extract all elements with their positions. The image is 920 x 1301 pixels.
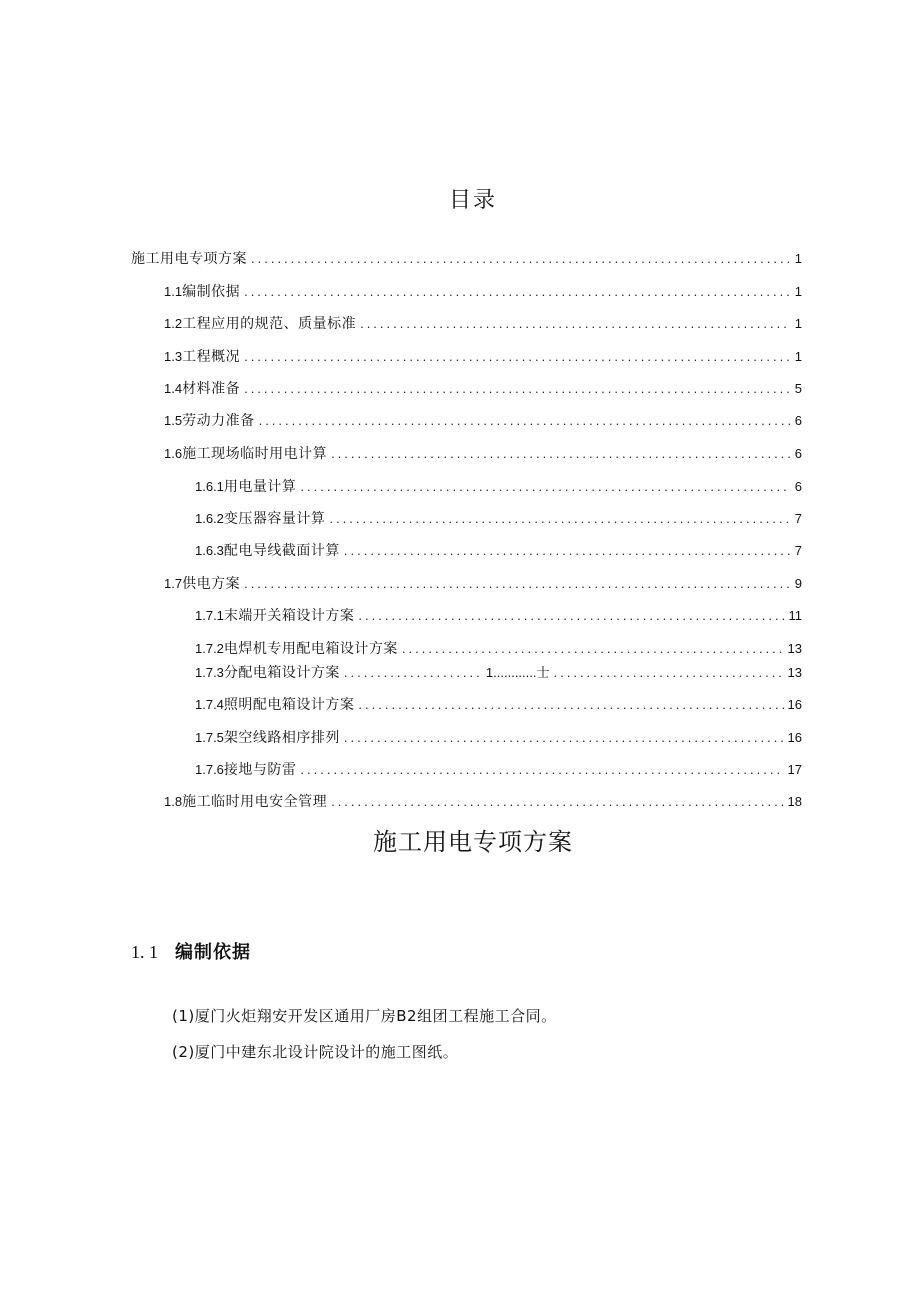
toc-entry-label: 用电量计算 bbox=[223, 479, 297, 495]
toc-entry-page: 16 bbox=[787, 697, 802, 712]
document-title: 施工用电专项方案 bbox=[373, 828, 573, 856]
toc-entry[interactable] bbox=[164, 411, 802, 431]
toc-entry[interactable] bbox=[164, 282, 802, 302]
toc-entry-number: 1.2 bbox=[164, 316, 183, 331]
toc-entry-label: 分配电箱设计方案 bbox=[223, 665, 340, 681]
toc-entry-label: 工程概况 bbox=[182, 349, 241, 365]
toc-entry-number: 1.6.1 bbox=[195, 479, 224, 494]
toc-entry-number: 1.7.4 bbox=[195, 697, 224, 712]
toc-leader bbox=[358, 695, 783, 715]
toc-leader bbox=[244, 379, 791, 399]
toc-entry-label: 编制依据 bbox=[182, 284, 241, 300]
toc-entry-page: 7 bbox=[794, 511, 802, 526]
toc-entry-label: 供电方案 bbox=[182, 576, 241, 592]
toc-leader bbox=[331, 792, 783, 812]
toc-entry[interactable] bbox=[195, 541, 802, 561]
toc-entry-number: 1.5 bbox=[164, 413, 183, 428]
toc-entry[interactable] bbox=[164, 792, 802, 812]
paragraph: (2)厦门中建东北设计院设计的施工图纸。 bbox=[172, 1043, 459, 1061]
toc-leader bbox=[259, 411, 791, 431]
toc-leader bbox=[244, 282, 791, 302]
toc-entry-label: 材料准备 bbox=[182, 381, 241, 397]
toc-leader bbox=[251, 249, 791, 269]
toc-leader bbox=[360, 314, 791, 334]
toc-entry-page: 18 bbox=[787, 794, 802, 809]
toc-entry-page: 6 bbox=[794, 479, 802, 494]
toc-entry-number: 1.6.3 bbox=[195, 543, 224, 558]
toc-entry-page: 1 bbox=[794, 284, 802, 299]
toc-leader bbox=[300, 760, 783, 780]
toc-entry-page: 1 bbox=[794, 349, 802, 364]
toc-leader bbox=[244, 574, 791, 594]
toc-entry-page: 1 bbox=[794, 251, 802, 266]
toc-entry-page: 5 bbox=[794, 381, 802, 396]
toc-entry[interactable] bbox=[164, 444, 802, 464]
toc-entry-label: 劳动力准备 bbox=[182, 413, 255, 429]
paragraph: (1)厦门火炬翔安开发区通用厂房B2组团工程施工合同。 bbox=[172, 1007, 557, 1025]
toc-entry[interactable] bbox=[195, 760, 802, 780]
toc-entry-number: 1.7.1 bbox=[195, 608, 224, 623]
toc-entry-page: 1 bbox=[794, 316, 802, 331]
toc-entry-page: 13 bbox=[787, 665, 802, 680]
toc-entry-page: 17 bbox=[787, 762, 802, 777]
toc-entry-label: 电焊机专用配电箱设计方案 bbox=[223, 641, 398, 657]
toc-entry-label: 配电导线截面计算 bbox=[223, 543, 340, 559]
toc-entry[interactable] bbox=[195, 728, 802, 748]
toc-entry-number: 1.7.6 bbox=[195, 762, 224, 777]
section-heading bbox=[131, 938, 251, 964]
toc-leader bbox=[554, 663, 784, 683]
toc-entry[interactable] bbox=[195, 477, 802, 497]
toc-entry[interactable] bbox=[164, 314, 802, 334]
toc-leader bbox=[329, 509, 790, 529]
toc-entry[interactable] bbox=[195, 639, 802, 659]
toc-entry-label: 照明配电箱设计方案 bbox=[223, 697, 355, 713]
toc-leader bbox=[402, 639, 784, 659]
toc-title: 目录 bbox=[448, 188, 497, 213]
toc-entry-number: 1.7.3 bbox=[195, 665, 224, 680]
toc-entry[interactable] bbox=[164, 379, 802, 399]
toc-entry-label: 变压器容量计算 bbox=[223, 511, 326, 527]
toc-entry-label: 施工用电专项方案 bbox=[131, 251, 247, 267]
toc-leader bbox=[344, 541, 791, 561]
toc-entry-number: 1.8 bbox=[164, 794, 183, 809]
toc-entry[interactable] bbox=[195, 606, 802, 626]
toc-entry-page: 6 bbox=[794, 446, 802, 461]
toc-entry[interactable] bbox=[195, 695, 802, 715]
toc-entry-number: 1.6 bbox=[164, 446, 183, 461]
section-label: 编制依据 bbox=[175, 942, 251, 963]
toc-entry-page: 13 bbox=[787, 641, 802, 656]
toc-entry-page: 11 bbox=[788, 608, 802, 623]
toc-leader bbox=[358, 606, 784, 626]
toc-leader bbox=[331, 444, 791, 464]
toc-entry-number: 1.4 bbox=[164, 381, 183, 396]
toc-leader bbox=[300, 477, 790, 497]
toc-entry-label: 接地与防雷 bbox=[223, 762, 297, 778]
toc-entry[interactable] bbox=[164, 574, 802, 594]
toc-entry-number: 1.7 bbox=[164, 576, 183, 591]
toc-entry[interactable] bbox=[164, 347, 802, 367]
toc-entry-page: 7 bbox=[794, 543, 802, 558]
toc-leader bbox=[344, 728, 784, 748]
toc-entry-page: 6 bbox=[794, 413, 802, 428]
toc-entry-stray-text: 1............士 bbox=[485, 665, 550, 680]
toc-entry-label: 施工临时用电安全管理 bbox=[182, 794, 328, 810]
section-number: 1. 1 bbox=[131, 942, 158, 962]
toc-entry-label: 架空线路相序排列 bbox=[223, 730, 340, 746]
toc-entry-number: 1.7.5 bbox=[195, 730, 224, 745]
toc-entry[interactable] bbox=[195, 509, 802, 529]
toc-leader bbox=[344, 663, 482, 683]
toc-entry[interactable] bbox=[131, 249, 802, 269]
toc-entry-label: 末端开关箱设计方案 bbox=[223, 608, 355, 624]
toc-leader bbox=[244, 347, 791, 367]
toc-entry[interactable] bbox=[195, 663, 802, 683]
toc-entry-page: 16 bbox=[787, 730, 802, 745]
toc-entry-number: 1.1 bbox=[164, 284, 183, 299]
toc-entry-number: 1.7.2 bbox=[195, 641, 224, 656]
toc-entry-number: 1.3 bbox=[164, 349, 183, 364]
toc-entry-number: 1.6.2 bbox=[195, 511, 224, 526]
toc-entry-label: 工程应用的规范、质量标准 bbox=[182, 316, 357, 332]
toc-entry-label: 施工现场临时用电计算 bbox=[182, 446, 328, 462]
toc-entry-page: 9 bbox=[794, 576, 802, 591]
